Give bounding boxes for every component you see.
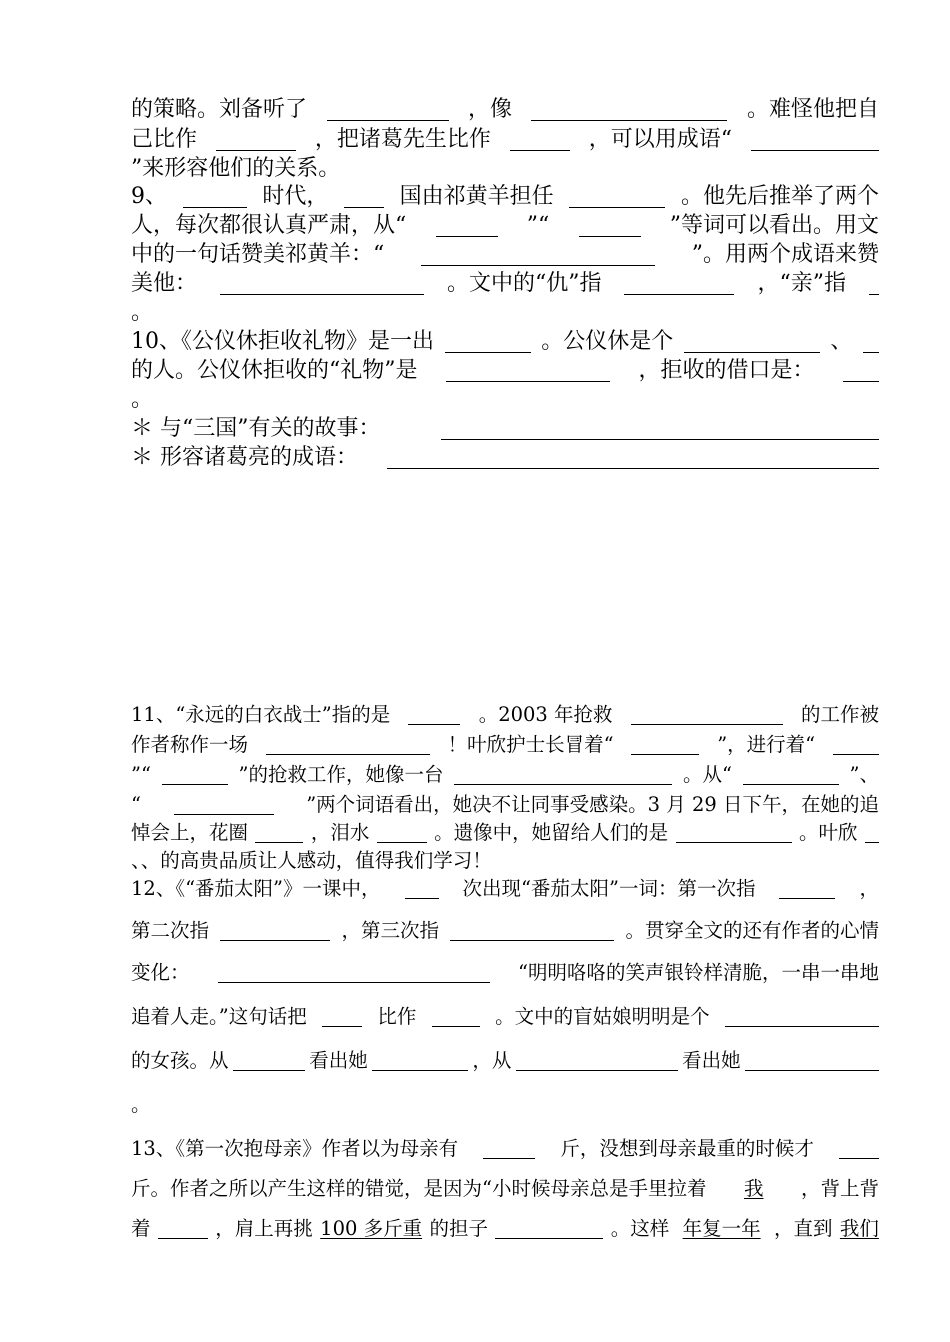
text-line: 悼会上，花圈 ，泪水 。遗像中，她留给人们的是 。叶欣 xyxy=(131,820,879,846)
fill-blank[interactable] xyxy=(174,794,274,815)
fill-blank[interactable] xyxy=(158,1218,208,1239)
underlined-answer: 100 多斤重 xyxy=(320,1217,423,1240)
text-line: ”来形容他们的关系。 xyxy=(131,156,341,181)
fill-blank[interactable] xyxy=(510,128,570,151)
fill-blank[interactable] xyxy=(839,1138,879,1159)
text-line: 己比作 ，把诸葛先生比作 ，可以用成语“ xyxy=(131,126,879,154)
text-line: 作者称作一场 ！叶欣护士长冒着“ ”，进行着“ xyxy=(131,732,879,758)
text-line: 的女孩。从 看出她 ，从 看出她 xyxy=(131,1048,879,1074)
text-line: 11、“永远的白衣战士”指的是 。2003 年抢救 的工作被 xyxy=(131,703,879,726)
fill-blank[interactable] xyxy=(445,330,531,353)
fill-blank[interactable] xyxy=(432,1006,480,1027)
fill-blank[interactable] xyxy=(631,734,699,755)
text-line: 的人。公仪休拒收的“礼物”是 ，拒收的借口是： xyxy=(131,357,879,385)
fill-blank[interactable] xyxy=(436,214,498,237)
text-line: 12、《“番茄太阳”》一课中， 次出现“番茄太阳”一词：第一次指 ， xyxy=(131,877,879,900)
text-line: ＊ 与“三国”有关的故事： xyxy=(131,415,879,443)
fill-blank[interactable] xyxy=(631,704,783,725)
fill-blank[interactable] xyxy=(344,185,384,208)
fill-blank[interactable] xyxy=(441,417,879,440)
fill-blank[interactable] xyxy=(454,764,672,785)
fill-blank[interactable] xyxy=(676,822,792,843)
fill-blank[interactable] xyxy=(387,446,879,469)
text-line: 9、 时代， 国由祁黄羊担任 。他先后推举了两个 xyxy=(131,184,879,209)
fill-blank[interactable] xyxy=(216,128,296,151)
fill-blank[interactable] xyxy=(372,1050,468,1071)
text-line: 中的一句话赞美祁黄羊：“ ”。用两个成语来赞 xyxy=(131,242,879,267)
fill-blank[interactable] xyxy=(162,764,228,785)
text-line: 。 xyxy=(131,387,154,412)
text-line: ”“ ”的抢救工作，她像一台 。从“ ”、 xyxy=(131,763,879,786)
fill-blank[interactable] xyxy=(327,98,449,121)
text-line: ＊ 形容诸葛亮的成语： xyxy=(131,444,879,472)
fill-blank[interactable] xyxy=(255,822,303,843)
text-line: 第二次指 ，第三次指 。贯穿全文的还有作者的心情 xyxy=(131,919,879,942)
text-line: 的策略。刘备听了 ，像 。难怪他把自 xyxy=(131,97,879,122)
underlined-answer: 年复一年 xyxy=(682,1217,761,1240)
fill-blank[interactable] xyxy=(865,822,879,843)
text-line: 、、的高贵品质让人感动，值得我们学习！ xyxy=(131,849,492,872)
fill-blank[interactable] xyxy=(863,330,879,353)
fill-blank[interactable] xyxy=(220,272,424,295)
fill-blank[interactable] xyxy=(579,214,641,237)
fill-blank[interactable] xyxy=(745,1050,879,1071)
fill-blank[interactable] xyxy=(405,878,439,899)
text-line: 。 xyxy=(131,1093,151,1116)
text-line: 人，每次都很认真严肃，从“ ”“ ”等词可以看出。用文 xyxy=(131,213,879,238)
underlined-answer: 我 xyxy=(743,1177,764,1200)
fill-blank[interactable] xyxy=(220,920,330,941)
fill-blank[interactable] xyxy=(833,734,879,755)
fill-blank[interactable] xyxy=(233,1050,305,1071)
fill-blank[interactable] xyxy=(569,185,665,208)
fill-blank[interactable] xyxy=(684,330,820,353)
text-line: 着 ，肩上再挑 100 多斤重 的担子 。这样 年复一年 ，直到 我们 xyxy=(131,1217,879,1240)
fill-blank[interactable] xyxy=(421,243,655,266)
fill-blank[interactable] xyxy=(183,185,247,208)
fill-blank[interactable] xyxy=(869,272,879,295)
text-line: 。 xyxy=(131,300,154,325)
text-line: 变化： “明明咯咯的笑声银铃样清脆，一串一串地 xyxy=(131,961,879,984)
text-line: 10、《公仪休拒收礼物》是一出 。公仪休是个 、 xyxy=(131,328,879,356)
fill-blank[interactable] xyxy=(624,272,734,295)
fill-blank[interactable] xyxy=(725,1006,879,1027)
text-line: “ ”两个词语看出，她决不让同事受感染。3 月 29 日下午，在她的追 xyxy=(131,793,879,816)
fill-blank[interactable] xyxy=(531,98,727,121)
fill-blank[interactable] xyxy=(322,1006,362,1027)
fill-blank[interactable] xyxy=(495,1218,603,1239)
text-line: 美他： 。文中的“仇”指 ，“亲”指 xyxy=(131,270,879,298)
fill-blank[interactable] xyxy=(779,878,835,899)
fill-blank[interactable] xyxy=(446,359,610,382)
underlined-answer: 我们 xyxy=(839,1217,879,1240)
fill-blank[interactable] xyxy=(377,822,427,843)
text-line: 13、《第一次抱母亲》作者以为母亲有 斤，没想到母亲最重的时候才 xyxy=(131,1136,879,1162)
fill-blank[interactable] xyxy=(516,1050,678,1071)
fill-blank[interactable] xyxy=(450,920,614,941)
fill-blank[interactable] xyxy=(843,359,879,382)
fill-blank[interactable] xyxy=(408,704,460,725)
fill-blank[interactable] xyxy=(218,962,490,983)
fill-blank[interactable] xyxy=(743,764,839,785)
text-line: 追着人走。”这句话把 比作 。文中的盲姑娘明明是个 xyxy=(131,1004,879,1030)
fill-blank[interactable] xyxy=(483,1138,535,1159)
text-line: 斤。作者之所以产生这样的错觉，是因为“小时候母亲总是手里拉着 我 ，背上背 xyxy=(131,1177,879,1200)
fill-blank[interactable] xyxy=(751,128,879,151)
fill-blank[interactable] xyxy=(266,734,430,755)
